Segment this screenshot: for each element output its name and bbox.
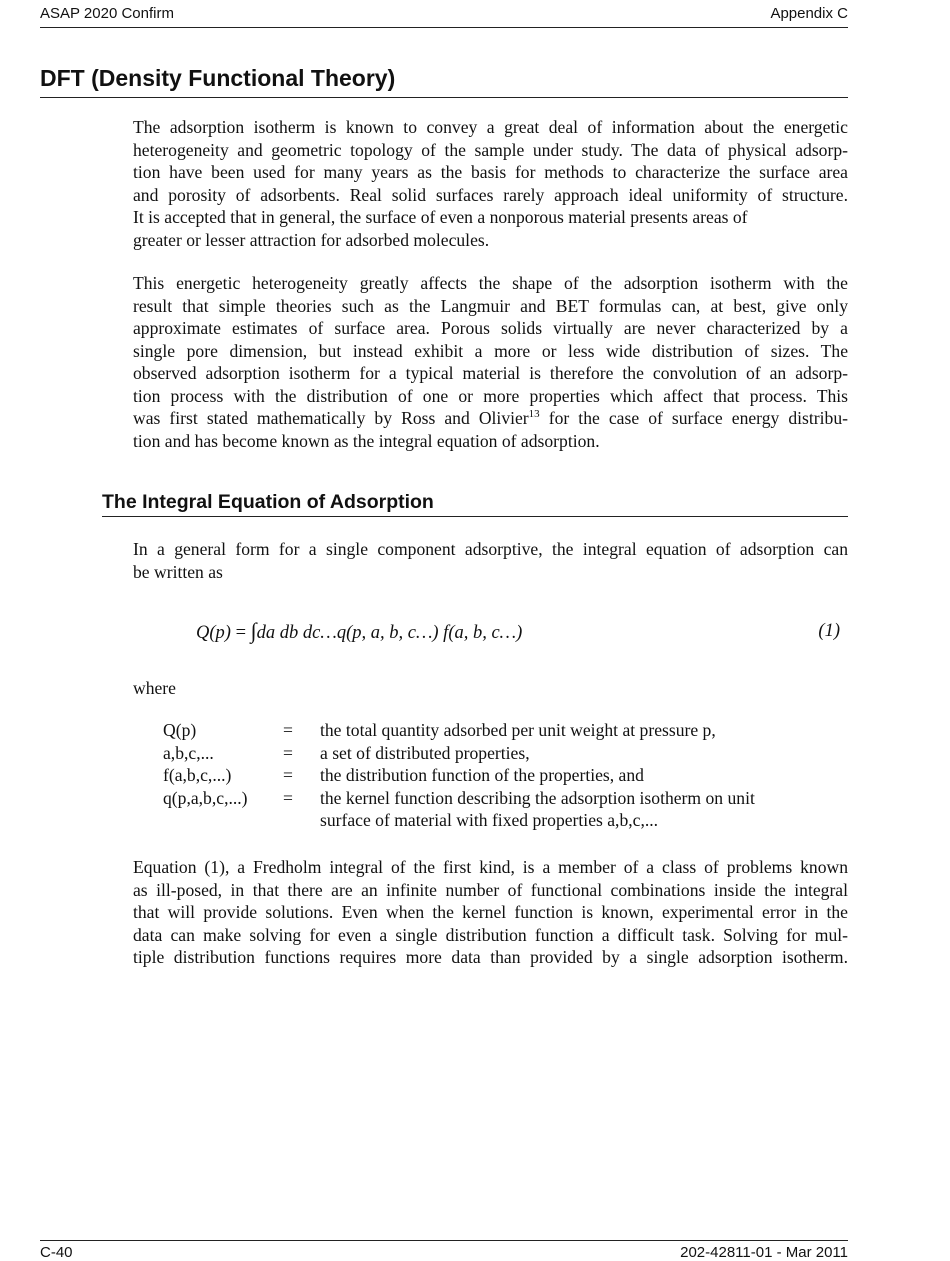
text-line: where [133,678,176,698]
text-line: tiple distribution functions requires more data than provided by a single adsorption isotherm. [133,947,848,967]
text-line: be written as [133,561,223,582]
intro-paragraph-2 [133,272,848,452]
equation-number: (1) [818,621,840,641]
definition-row [163,809,853,832]
definition-term: f(a,b,c,...) [163,765,232,785]
definition-row [163,719,853,742]
equation-rhs: da db dc…q(p, a, b, c…) f(a, b, c…) [256,623,523,643]
definition-description: the total quantity adsorbed per unit weight at pressure p, [320,720,716,740]
text-line: This energetic heterogeneity greatly affects the shape of the adsorption isotherm with the [133,273,848,293]
text-line: tion have been used for many years as the basis for methods to characterize the surface area [133,162,848,182]
text-line: The adsorption isotherm is known to convey a great deal of information about the energetic [133,117,848,137]
definition-description: the kernel function describing the adsorption isotherm on unit [320,787,755,808]
text-line: greater or lesser attraction for adsorbed molecules. [133,229,490,250]
text-line: tion process with the distribution of one or more properties which affect that process. This [133,385,848,406]
equation-equals: = [235,623,246,643]
definition-term: a,b,c,... [163,742,214,763]
definition-equals: = [283,787,293,808]
text-line: Equation (1), a Fredholm integral of the first kind, is a member of a class of problems known [133,857,848,877]
integral-sign: ∫ [250,618,257,643]
running-header [40,5,848,28]
page-footer [40,1240,848,1261]
text-line: It is accepted that in general, the surface of even a nonporous material presents areas of [133,207,748,227]
equation-expression [196,616,522,648]
definition-row [163,742,853,765]
text-line-with-reference [133,407,848,430]
definition-term: q(p,a,b,c,...) [163,787,248,808]
text-fragment: was first stated mathematically by Ross and Olivier [133,408,529,428]
subsection-title: The Integral Equation of Adsorption [102,488,848,517]
definition-row [163,764,853,787]
definition-description: surface of material with fixed properties a,b,c,... [320,810,659,830]
text-line: approximate estimates of surface area. Porous solids virtually are never characterized by a [133,318,848,338]
definitions-list [163,719,853,832]
text-line: In a general form for a single component adsorptive, the integral equation of adsorption can [133,539,848,559]
closing-paragraph [133,856,848,969]
general-form-paragraph [133,538,848,583]
footnote-reference: 13 [528,408,540,421]
header-right-text: Appendix C [770,5,848,22]
definition-term: Q(p) [163,720,197,740]
text-line: and porosity of adsorbents. Real solid surfaces rarely approach ideal uniformity of structure. [133,184,848,205]
text-line: single pore dimension, but instead exhibit a more or less wide distribution of sizes. The [133,340,848,361]
text-line: result that simple theories such as the Langmuir and BET formulas can, at best, give only [133,295,848,316]
intro-paragraph-1 [133,116,848,251]
definition-description: the distribution function of the properties, and [320,765,644,785]
definition-equals: = [283,765,293,785]
section-title: DFT (Density Functional Theory) [40,62,848,98]
definition-row [163,787,853,810]
text-line: heterogeneity and geometric topology of the sample under study. The data of physical adsorp- [133,139,848,160]
equation-lhs: Q(p) [196,623,231,643]
text-line: data can make solving for even a single distribution function a difficult task. Solving for mul- [133,924,848,945]
document-number: 202-42811-01 - Mar 2011 [680,1244,848,1261]
where-label [133,677,848,700]
page-number: C-40 [40,1244,73,1261]
text-line: that will provide solutions. Even when the kernel function is known, experimental error in the [133,902,848,922]
definition-description: a set of distributed properties, [320,742,530,763]
text-line: tion and has become known as the integral equation of adsorption. [133,430,600,451]
text-line: as ill-posed, in that there are an infinite number of functional combinations inside the integral [133,879,848,900]
text-fragment: for the case of surface energy distribu- [539,408,848,428]
definition-equals: = [283,742,293,763]
integral-equation [196,616,840,646]
header-left-text: ASAP 2020 Confirm [40,5,174,22]
text-line: observed adsorption isotherm for a typical material is therefore the convolution of an adsorp- [133,363,848,383]
definition-equals: = [283,720,293,740]
